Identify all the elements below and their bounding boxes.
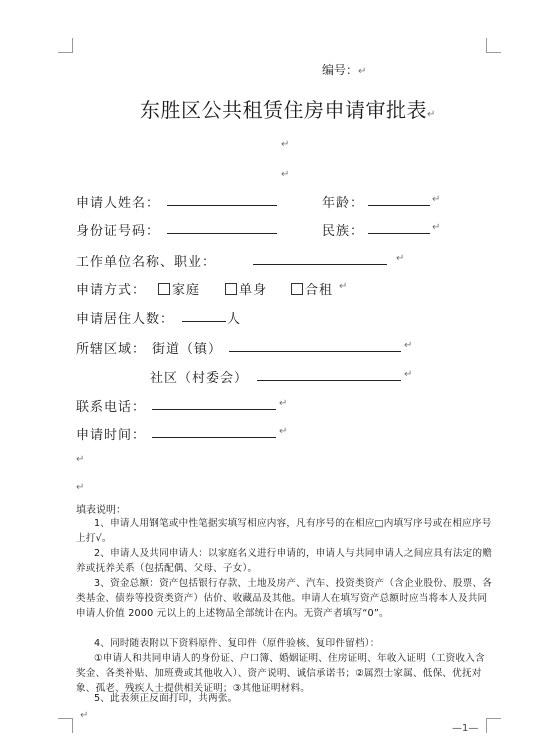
paragraph-mark-icon: ↵ [432, 194, 441, 205]
paragraph-mark-icon: ↵ [76, 454, 85, 465]
paragraph-mark-icon: ↵ [76, 482, 85, 493]
work-unit-field[interactable] [253, 264, 387, 265]
note-item-1: 1、申请人用钢笔或中性笔据实填写相应内容，凡有序号的在相应□内填写序号或在相应序号上打√。 [76, 518, 492, 544]
crop-mark-bottom-right [486, 718, 501, 733]
applicant-name-field[interactable] [167, 205, 277, 206]
serial-number-label: 编号： [322, 63, 359, 77]
residents-count-field[interactable] [182, 321, 226, 322]
paragraph-mark-icon: ↵ [396, 253, 405, 264]
street-field[interactable] [229, 351, 401, 352]
paragraph-mark-icon: ↵ [432, 222, 441, 233]
note-item-3: 3、资金总额：资产包括银行存款、土地及房产、汽车、投资类资产（含企业股份、股票、各类基金、债券等投资类资产）估价、收藏品及其他。申请人在填写资产总额时应当将本人及共同申请人价值 2000 元以上的上述物品全部统计在内。无资产者填写“0”。 [76, 578, 493, 619]
application-method-label: 申请方式： [76, 283, 147, 298]
phone-label: 联系电话： [76, 400, 147, 415]
crop-mark-top-left [58, 38, 73, 53]
page-number: —1— [452, 723, 479, 734]
residents-count-label: 申请居住人数： [76, 312, 175, 327]
checkbox-icon[interactable] [291, 283, 303, 295]
application-date-field[interactable] [152, 437, 276, 438]
method-option-family[interactable]: 家庭 [158, 279, 200, 298]
note-item-4: 4、同时随表附以下资料原件、复印件（原件验核、复印件留档）： [94, 638, 380, 649]
ethnicity-field[interactable] [368, 233, 430, 234]
document-title-text: 东胜区公共租赁住房申请审批表 [140, 98, 427, 122]
serial-number-field [322, 61, 366, 78]
community-label: 社区（村委会） [150, 371, 249, 386]
method-option-single[interactable]: 单身 [225, 279, 267, 298]
ethnicity-label: 民族： [322, 224, 365, 239]
paragraph-mark-icon: ↵ [279, 426, 288, 437]
paragraph-mark-icon: ↵ [281, 169, 290, 180]
applicant-name-label: 申请人姓名： [76, 196, 161, 211]
street-label: 街道（镇） [152, 342, 223, 357]
checkbox-icon[interactable] [225, 283, 237, 295]
id-number-label: 身份证号码： [76, 224, 161, 239]
note-item-5: 5、此表须正反面打印，共两张。 [94, 693, 238, 704]
application-date-label: 申请时间： [76, 428, 147, 443]
method-option-shared[interactable]: 合租 [291, 279, 333, 298]
community-field[interactable] [257, 380, 401, 381]
paragraph-mark-icon: ↵ [427, 109, 436, 120]
paragraph-mark-icon: ↵ [404, 369, 413, 380]
district-label: 所辖区域： [76, 342, 147, 357]
phone-field[interactable] [152, 409, 276, 410]
age-field[interactable] [368, 205, 430, 206]
note-item-2: 2、申请人及共同申请人：以家庭名义进行申请的，申请人与共同申请人之间应具有法定的赡养或抚养关系（包括配偶、父母、子女）。 [76, 548, 493, 574]
crop-mark-bottom-left [58, 718, 73, 733]
paragraph-mark-icon: ↵ [358, 66, 367, 77]
paragraph-mark-icon: ↵ [281, 139, 290, 150]
paragraph-mark-icon: ↵ [279, 398, 288, 409]
residents-unit: 人 [227, 312, 242, 327]
paragraph-mark-icon: ↵ [80, 710, 89, 721]
notes-title: 填表说明： [76, 505, 126, 516]
checkbox-icon[interactable] [158, 283, 170, 295]
crop-mark-top-right [486, 38, 501, 53]
note-item-4-details: ①申请人和共同申请人的身份证、户口簿、婚姻证明、住房证明、年收入证明（工资收入含奖金、各类补贴、加班费或其他收入）、资产说明、诚信承诺书；②属烈士家属、低保、优抚对象、孤老、残疾人士提供相关证明；③其他证明材料。 [76, 653, 485, 694]
paragraph-mark-icon: ↵ [404, 340, 413, 351]
id-number-field[interactable] [167, 233, 277, 234]
paragraph-mark-icon: ↵ [339, 281, 348, 292]
document-title [140, 94, 436, 123]
age-label: 年龄： [322, 196, 365, 211]
work-unit-label: 工作单位名称、职业： [76, 255, 217, 270]
